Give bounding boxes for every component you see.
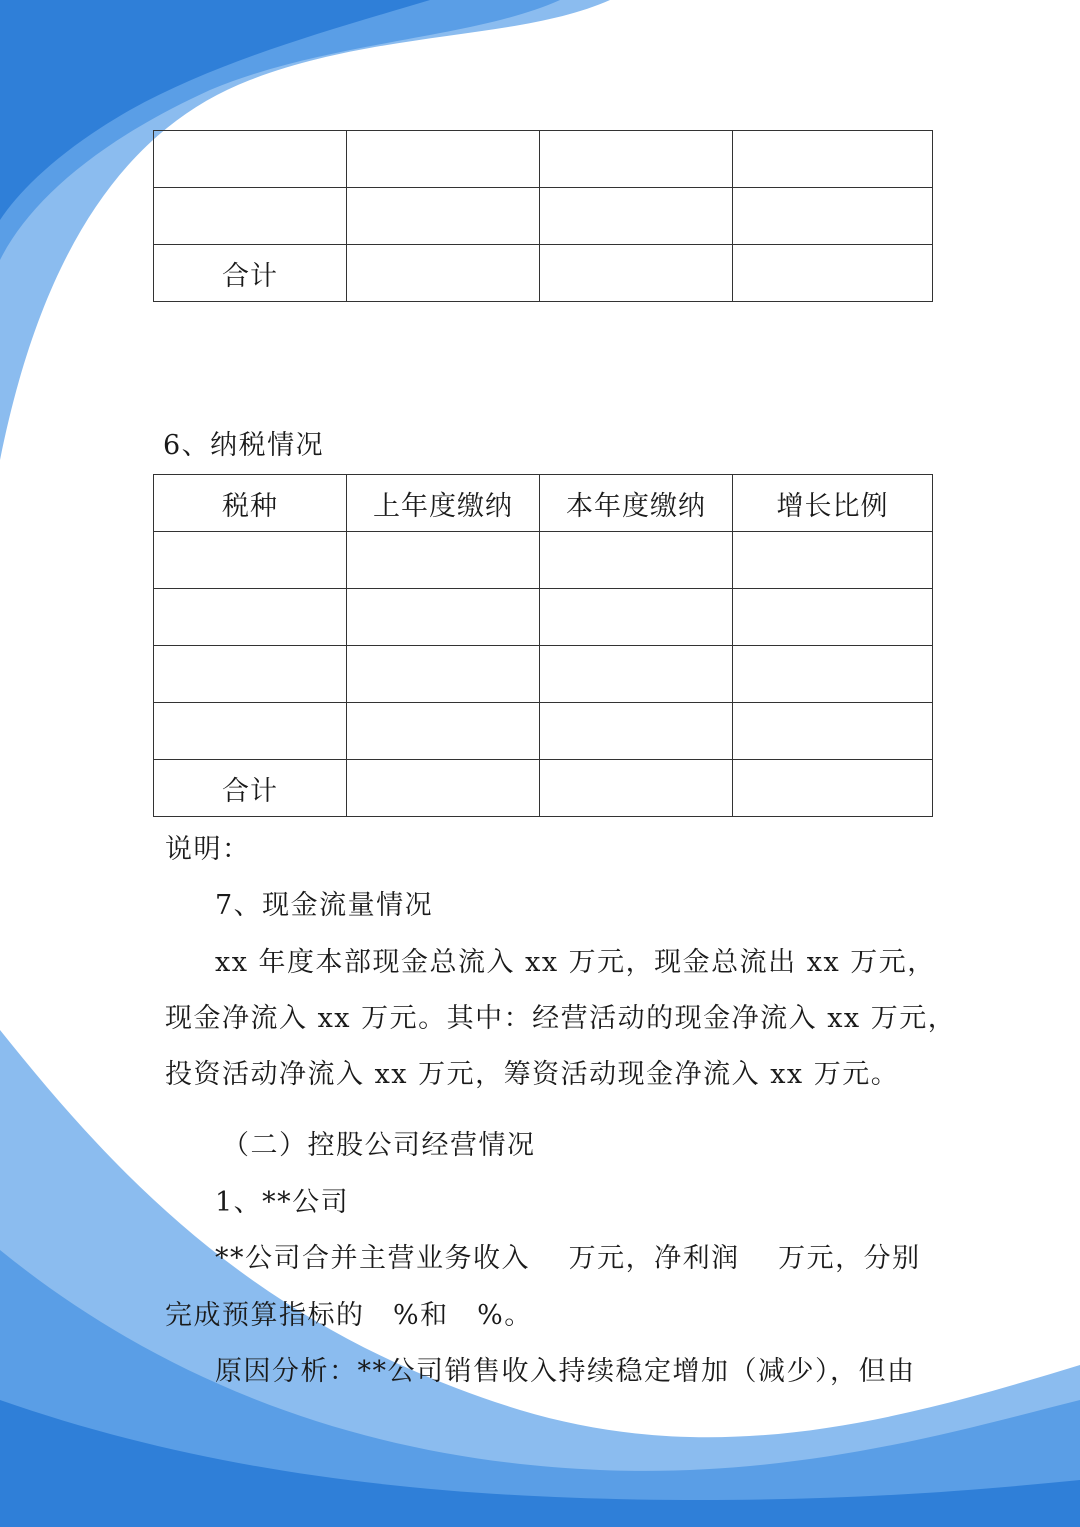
table-row xyxy=(154,188,933,245)
table-cell xyxy=(154,646,347,703)
table-cell xyxy=(733,589,933,646)
table-cell xyxy=(154,188,347,245)
table-cell xyxy=(540,703,733,760)
table-cell xyxy=(733,532,933,589)
table-cell xyxy=(347,188,540,245)
table-cell xyxy=(733,131,933,188)
section-6-title: 6、纳税情况 xyxy=(163,430,325,461)
table-row xyxy=(154,646,933,703)
table-cell xyxy=(540,131,733,188)
header-last-year: 上年度缴纳 xyxy=(347,475,540,532)
table-cell xyxy=(540,245,733,302)
table-continued xyxy=(153,130,933,302)
table-cell xyxy=(154,532,347,589)
paragraph-line: 投资活动净流入 xx 万元，筹资活动现金净流入 xx 万元。 xyxy=(165,1059,900,1090)
paragraph-line: 完成预算指标的 %和 %。 xyxy=(165,1300,533,1331)
note-label: 说明： xyxy=(165,834,251,865)
table-row xyxy=(154,589,933,646)
table-header-row xyxy=(154,475,933,532)
table-row xyxy=(154,703,933,760)
table-row-total xyxy=(154,760,933,817)
table-cell xyxy=(540,589,733,646)
table-cell xyxy=(540,188,733,245)
table-cell xyxy=(733,703,933,760)
table-cell xyxy=(733,245,933,302)
table-cell xyxy=(154,589,347,646)
table-cell xyxy=(540,532,733,589)
paragraph-line: xx 年度本部现金总流入 xx 万元，现金总流出 xx 万元， xyxy=(215,947,936,978)
table-row xyxy=(154,532,933,589)
total-label: 合计 xyxy=(154,760,347,817)
table-cell xyxy=(733,646,933,703)
header-tax-type: 税种 xyxy=(154,475,347,532)
table-row-total xyxy=(154,245,933,302)
table-cell xyxy=(347,646,540,703)
header-this-year: 本年度缴纳 xyxy=(540,475,733,532)
table-cell xyxy=(347,760,540,817)
paragraph-line: 原因分析：**公司销售收入持续稳定增加（减少），但由 xyxy=(215,1356,916,1387)
header-growth-ratio: 增长比例 xyxy=(733,475,933,532)
table-cell xyxy=(733,760,933,817)
part-2-heading: （二）控股公司经营情况 xyxy=(222,1130,536,1161)
table-cell xyxy=(154,703,347,760)
section-7-title: 7、现金流量情况 xyxy=(215,890,434,921)
total-label: 合计 xyxy=(154,245,347,302)
table-cell xyxy=(347,703,540,760)
paragraph-line: **公司合并主营业务收入 万元，净利润 万元，分别 xyxy=(215,1243,921,1274)
table-cell xyxy=(347,589,540,646)
table-cell xyxy=(347,131,540,188)
table-cell xyxy=(154,131,347,188)
table-cell xyxy=(347,532,540,589)
sub-heading-company: 1、**公司 xyxy=(215,1187,350,1218)
paragraph-line: 现金净流入 xx 万元。其中：经营活动的现金净流入 xx 万元， xyxy=(165,1003,957,1034)
table-cell xyxy=(540,760,733,817)
tax-table xyxy=(153,474,933,817)
table-row xyxy=(154,131,933,188)
table-cell xyxy=(733,188,933,245)
table-cell xyxy=(347,245,540,302)
table-cell xyxy=(540,646,733,703)
